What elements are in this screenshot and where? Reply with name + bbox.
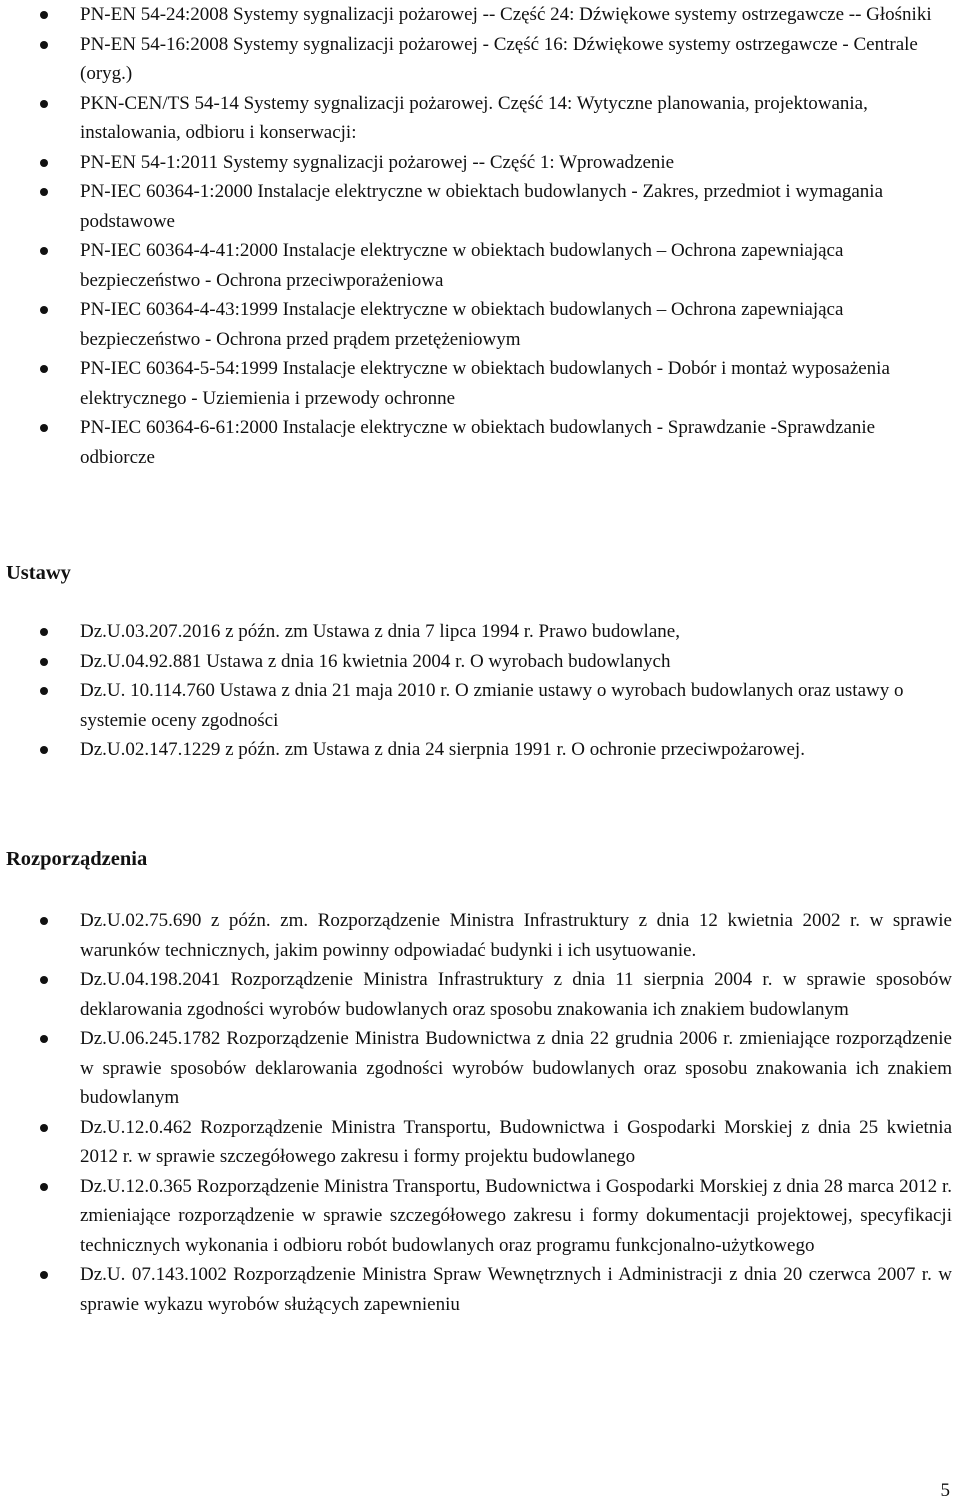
section-heading-ustawy: Ustawy	[6, 562, 71, 584]
page-number: 5	[940, 1480, 950, 1501]
list-item: Dz.U.04.92.881 Ustawa z dnia 16 kwietnia 2004 r. O wyrobach budowlanych	[0, 647, 960, 677]
list-item: Dz.U.06.245.1782 Rozporządzenie Ministra Budownictwa z dnia 22 grudnia 2006 r. zmieniające rozporządzenie w sprawie sposobów deklarowania zgodności wyrobów budowlanych oraz sposobu znakowania ich znakiem budowlanym	[0, 1024, 960, 1113]
section-heading-rozporzadzenia: Rozporządzenia	[6, 848, 148, 870]
list-item: PN-EN 54-1:2011 Systemy sygnalizacji pożarowej -- Część 1: Wprowadzenie	[0, 148, 960, 178]
standards-list	[0, 0, 960, 472]
rozporzadzenia-list	[0, 906, 960, 1319]
list-item: PN-IEC 60364-1:2000 Instalacje elektryczne w obiektach budowlanych - Zakres, przedmiot i wymagania podstawowe	[0, 177, 960, 236]
list-item: PN-EN 54-16:2008 Systemy sygnalizacji pożarowej - Część 16: Dźwiękowe systemy ostrzegawcze - Centrale (oryg.)	[0, 30, 960, 89]
ustawy-list	[0, 617, 960, 765]
list-item: PN-IEC 60364-4-43:1999 Instalacje elektryczne w obiektach budowlanych – Ochrona zapewniająca bezpieczeństwo - Ochrona przed prądem przetężeniowym	[0, 295, 960, 354]
list-item: Dz.U.12.0.365 Rozporządzenie Ministra Transportu, Budownictwa i Gospodarki Morskiej z dnia 28 marca 2012 r. zmieniające rozporządzenie w sprawie szczegółowego zakresu i formy dokumentacji projektowej, specyfikacji technicznych wykonania i odbioru robót budowlanych oraz programu funkcjonalno-użytkowego	[0, 1172, 960, 1261]
list-item: Dz.U.03.207.2016 z późn. zm Ustawa z dnia 7 lipca 1994 r. Prawo budowlane,	[0, 617, 960, 647]
list-item: Dz.U.12.0.462 Rozporządzenie Ministra Transportu, Budownictwa i Gospodarki Morskiej z dnia 25 kwietnia 2012 r. w sprawie szczegółowego zakresu i formy projektu budowlanego	[0, 1113, 960, 1172]
list-item: Dz.U.02.75.690 z późn. zm. Rozporządzenie Ministra Infrastruktury z dnia 12 kwietnia 2002 r. w sprawie warunków technicznych, jakim powinny odpowiadać budynki i ich usytuowanie.	[0, 906, 960, 965]
list-item: PN-EN 54-24:2008 Systemy sygnalizacji pożarowej -- Część 24: Dźwiękowe systemy ostrzegawcze -- Głośniki	[0, 0, 960, 30]
list-item: PN-IEC 60364-5-54:1999 Instalacje elektryczne w obiektach budowlanych - Dobór i montaż wyposażenia elektrycznego - Uziemienia i przewody ochronne	[0, 354, 960, 413]
list-item: PN-IEC 60364-4-41:2000 Instalacje elektryczne w obiektach budowlanych – Ochrona zapewniająca bezpieczeństwo - Ochrona przeciwporażeniowa	[0, 236, 960, 295]
list-item: Dz.U.02.147.1229 z późn. zm Ustawa z dnia 24 sierpnia 1991 r. O ochronie przeciwpożarowej.	[0, 735, 960, 765]
list-item: Dz.U.04.198.2041 Rozporządzenie Ministra Infrastruktury z dnia 11 sierpnia 2004 r. w sprawie sposobów deklarowania zgodności wyrobów budowlanych oraz sposobu znakowania ich znakiem budowlanym	[0, 965, 960, 1024]
list-item: PKN-CEN/TS 54-14 Systemy sygnalizacji pożarowej. Część 14: Wytyczne planowania, projektowania, instalowania, odbioru i konserwacji:	[0, 89, 960, 148]
list-item: PN-IEC 60364-6-61:2000 Instalacje elektryczne w obiektach budowlanych - Sprawdzanie -Sprawdzanie odbiorcze	[0, 413, 960, 472]
list-item: Dz.U. 07.143.1002 Rozporządzenie Ministra Spraw Wewnętrznych i Administracji z dnia 20 czerwca 2007 r. w sprawie wykazu wyrobów służących zapewnieniu	[0, 1260, 960, 1319]
list-item: Dz.U. 10.114.760 Ustawa z dnia 21 maja 2010 r. O zmianie ustawy o wyrobach budowlanych oraz ustawy o systemie oceny zgodności	[0, 676, 960, 735]
